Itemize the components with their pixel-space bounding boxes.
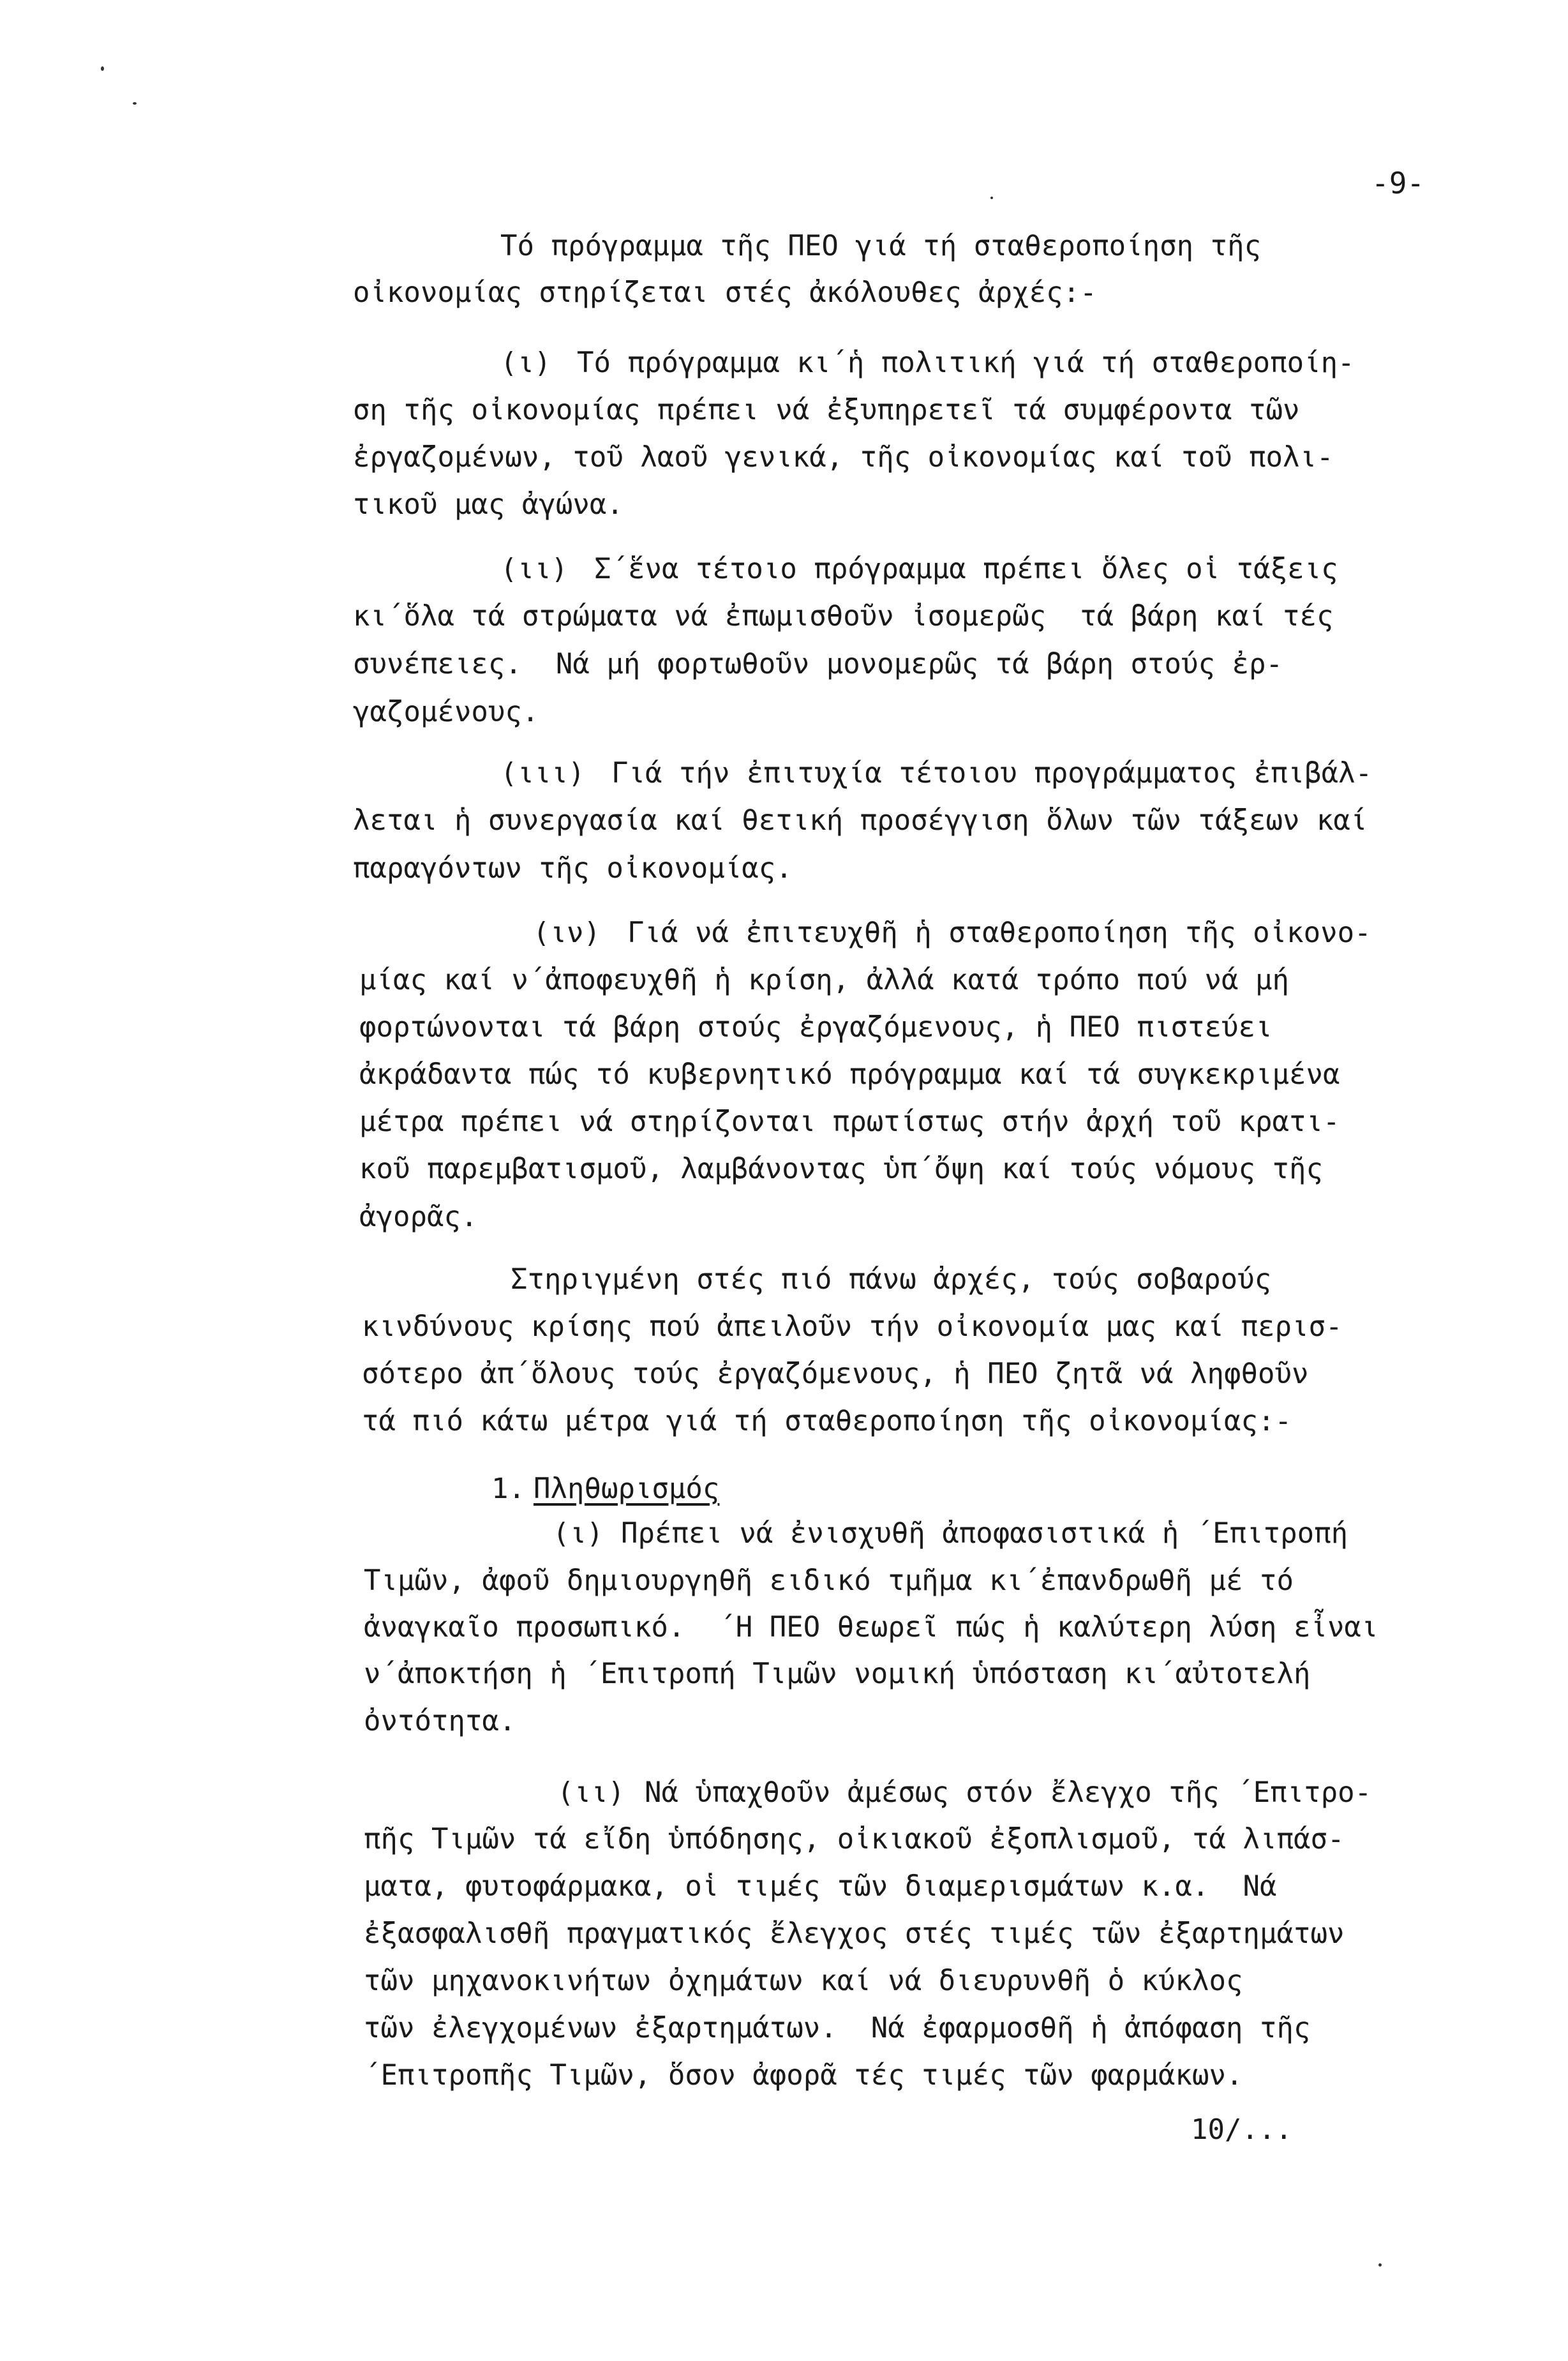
principle-line: τικοῦ μας ἀγώνα. [353, 488, 623, 521]
section-number: 1. [491, 1473, 525, 1505]
principle-line: λεται ἡ συνεργασία καί θετική προσέγγιση ὅλων τῶν τάξεων καί [353, 804, 1368, 837]
scan-speck [990, 197, 993, 199]
principle-line: ἀγορᾶς. [359, 1201, 478, 1233]
continuation-marker: 10/... [1191, 2113, 1292, 2146]
item-line: ΄Επιτροπῆς Τιμῶν, ὅσον ἀφορᾶ τές τιμές τῶν φαρμάκων. [364, 2059, 1243, 2092]
scan-speck [1378, 2263, 1382, 2267]
conclusion-line: κινδύνους κρίσης πού ἀπειλοῦν τήν οἰκονομία μας καί περισ- [362, 1310, 1343, 1343]
item-label: (ιι) [557, 1776, 625, 1809]
intro-line: οἰκονομίας στηρίζεται στές ἀκόλουθες ἀρχές:- [353, 276, 1097, 309]
conclusion-line: Στηριγμένη στές πιό πάνω ἀρχές, τούς σοβαρούς [511, 1263, 1272, 1296]
scan-speck [133, 102, 137, 105]
conclusion-line: τά πιό κάτω μέτρα γιά τή σταθεροποίηση τῆς οἰκονομίας:- [362, 1405, 1292, 1437]
intro-line: Τό πρόγραμμα τῆς ΠΕΟ γιά τή σταθεροποίηση τῆς [500, 230, 1262, 262]
principle-line: μίας καί ν΄ἀποφευχθῆ ἡ κρίση, ἀλλά κατά τρόπο πού νά μή [359, 964, 1289, 996]
principle-line: Γιά τήν ἐπιτυχία τέτοιου προγράμματος ἐπιβάλ- [611, 757, 1373, 790]
item-line: ἀναγκαῖο προσωπικό. ΄Η ΠΕΟ θεωρεῖ πώς ἡ καλύτερη λύση εἶναι [364, 1611, 1378, 1644]
principle-line: παραγόντων τῆς οἰκονομίας. [353, 852, 793, 885]
page-number: -9- [1371, 166, 1425, 200]
section-heading: Πληθωρισμός [534, 1473, 720, 1505]
principle-line: κοῦ παρεμβατισμοῦ, λαμβάνοντας ὑπ΄ὄψη καί τούς νόμους τῆς [359, 1153, 1323, 1185]
principle-label: (ιιι) [500, 757, 585, 790]
item-line: ν΄ἀποκτήση ἡ ΄Επιτροπή Τιμῶν νομική ὑπόσταση κι΄αὐτοτελή [364, 1658, 1311, 1690]
item-line: Τιμῶν, ἀφοῦ δημιουργηθῆ ειδικό τμῆμα κι΄ἐπανδρωθῆ μέ τό [364, 1564, 1294, 1597]
principle-line: Τό πρόγραμμα κι΄ἡ πολιτική γιά τή σταθεροποίη- [577, 347, 1355, 379]
principle-label: (ιν) [533, 917, 601, 949]
item-label: (ι) [553, 1517, 604, 1550]
item-line: Πρέπει νά ἐνισχυθῆ ἀποφασιστικά ἡ ΄Επιτροπή [621, 1517, 1348, 1550]
principle-line: φορτώνονται τά βάρη στούς ἐργαζόμενους, ἡ ΠΕΟ πιστεύει [359, 1011, 1273, 1044]
principle-label: (ι) [500, 347, 551, 379]
principle-line: μέτρα πρέπει νά στηρίζονται πρωτίστως στήν ἀρχή τοῦ κρατι- [359, 1106, 1340, 1138]
scan-speck [101, 66, 104, 71]
principle-line: συνέπειες. Νά μή φορτωθοῦν μονομερῶς τά βάρη στούς ἐρ- [353, 648, 1283, 680]
principle-label: (ιι) [500, 553, 568, 585]
item-line: τῶν ἐλεγχομένων ἐξαρτημάτων. Νά ἐφαρμοσθῆ ἡ ἀπόφαση τῆς [364, 2012, 1311, 2044]
principle-line: κι΄ὅλα τά στρώματα νά ἐπωμισθοῦν ἰσομερῶς τά βάρη καί τές [353, 600, 1334, 633]
item-line: Νά ὑπαχθοῦν ἀμέσως στόν ἔλεγχο τῆς ΄Επιτρο- [645, 1776, 1372, 1809]
item-line: ματα, φυτοφάρμακα, οἱ τιμές τῶν διαμερισμάτων κ.α. Νά [364, 1870, 1277, 1903]
item-line: ἐξασφαλισθῆ πραγματικός ἔλεγχος στές τιμές τῶν ἐξαρτημάτων [364, 1917, 1345, 1950]
item-line: ὀντότητα. [364, 1705, 516, 1737]
principle-line: ση τῆς οἰκονομίας πρέπει νά ἐξυπηρετεῖ τά συμφέροντα τῶν [353, 394, 1300, 426]
principle-line: Γιά νά ἐπιτευχθῆ ἡ σταθεροποίηση τῆς οἰκονο- [627, 917, 1371, 949]
principle-line: γαζομένους. [353, 696, 539, 728]
item-line: τῶν μηχανοκινήτων ὀχημάτων καί νά διευρυνθῆ ὁ κύκλος [364, 1965, 1243, 1997]
item-line: πῆς Τιμῶν τά εἴδη ὑπόδησης, οἰκιακοῦ ἐξοπλισμοῦ, τά λιπάσ- [364, 1823, 1345, 1855]
principle-line: Σ΄ἕνα τέτοιο πρόγραμμα πρέπει ὅλες οἱ τάξεις [594, 553, 1338, 585]
conclusion-line: σότερο ἀπ΄ὅλους τούς ἐργαζόμενους, ἡ ΠΕΟ ζητᾶ νά ληφθοῦν [362, 1358, 1309, 1390]
principle-line: ἐργαζομένων, τοῦ λαοῦ γενικά, τῆς οἰκονομίας καί τοῦ πολι- [353, 441, 1334, 474]
principle-line: ἀκράδαντα πώς τό κυβερνητικό πρόγραμμα καί τά συγκεκριμένα [359, 1058, 1340, 1091]
